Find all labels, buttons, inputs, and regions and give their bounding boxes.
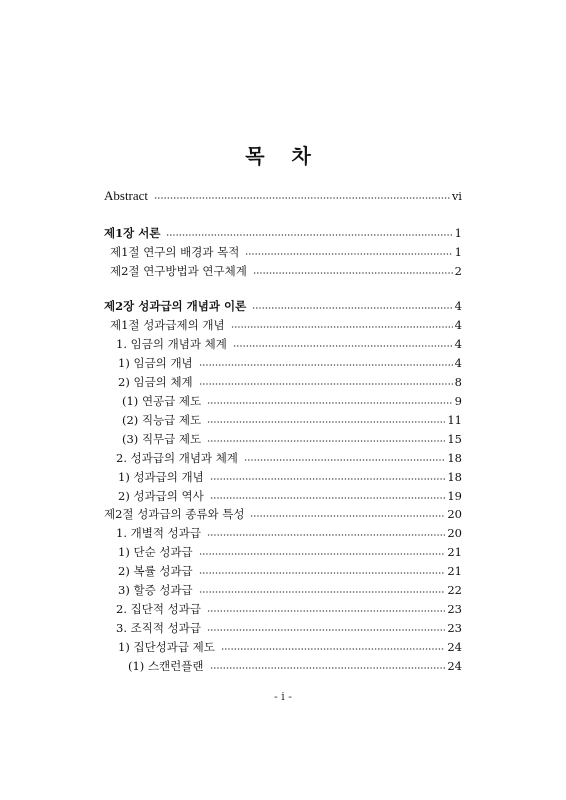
toc-entry-label: 제2장 성과급의 개념과 이론	[104, 299, 247, 313]
toc-entry-page: 4	[454, 356, 462, 370]
dot-leader	[244, 459, 445, 461]
toc-entry-label: 3) 할증 성과급	[118, 583, 193, 597]
dot-leader	[199, 572, 446, 574]
toc-entry-item[interactable]	[118, 639, 462, 655]
toc-entry-item[interactable]	[118, 469, 462, 485]
toc-entry-section[interactable]	[110, 263, 462, 279]
dot-leader	[210, 497, 446, 499]
dot-leader	[210, 667, 446, 669]
dot-leader	[252, 307, 452, 309]
page-number-footer: - i -	[274, 690, 292, 703]
toc-entry-page: 24	[447, 659, 462, 673]
toc-entry-page: 11	[447, 413, 462, 427]
toc-entry-label: 2) 복률 성과급	[118, 564, 193, 578]
toc-entry-subitem[interactable]	[122, 431, 462, 447]
toc-entry-page: 21	[447, 545, 462, 559]
toc-entry-section[interactable]	[104, 506, 462, 522]
toc-entry-page: 21	[447, 564, 462, 578]
toc-entry-page: 23	[447, 602, 462, 616]
toc-entry-label: 1) 성과급의 개념	[118, 470, 204, 484]
dot-leader	[231, 326, 453, 328]
dot-leader	[233, 345, 453, 347]
toc-entry-page: 18	[447, 470, 462, 484]
toc-entry-item[interactable]	[118, 563, 462, 579]
toc-entry-label: 2) 성과급의 역사	[118, 489, 204, 503]
toc-entry-label: 1) 집단성과급 제도	[118, 640, 215, 654]
dot-leader	[207, 421, 445, 423]
dot-leader	[250, 515, 445, 517]
dot-leader	[199, 553, 446, 555]
toc-entry-page: 4	[454, 299, 462, 313]
toc-entry-page: 18	[447, 451, 462, 465]
toc-entry-page: 24	[447, 640, 462, 654]
toc-entry-label: (2) 직능급 제도	[122, 413, 202, 427]
toc-entry-subitem[interactable]	[128, 658, 462, 674]
toc-entry-page: 8	[454, 375, 462, 389]
dot-leader	[210, 478, 446, 480]
toc-entry-label: 제2절 성과급의 종류와 특성	[104, 507, 245, 521]
toc-entry-item[interactable]	[118, 355, 462, 371]
dot-leader	[199, 364, 453, 366]
toc-entry-label: (1) 연공급 제도	[122, 394, 202, 408]
toc-entry-page: 4	[454, 318, 462, 332]
toc-entry-page: 20	[447, 507, 462, 521]
toc-entry-abstract[interactable]	[104, 188, 462, 204]
toc-entry-label: 1. 임금의 개념과 체계	[116, 337, 227, 351]
toc-entry-label: 제1절 연구의 배경과 목적	[110, 245, 240, 259]
toc-entry-subitem[interactable]	[122, 393, 462, 409]
toc-entry-label: 2) 임금의 체계	[118, 375, 193, 389]
toc-entry-page: 2	[454, 264, 462, 278]
toc-entry-label: Abstract	[104, 188, 149, 203]
toc-entry-subsection[interactable]	[116, 525, 462, 541]
toc-entry-page: vi	[451, 189, 462, 203]
dot-leader	[207, 402, 453, 404]
toc-entry-label: 제2절 연구방법과 연구체계	[110, 264, 247, 278]
dot-leader	[199, 591, 446, 593]
dot-leader	[166, 234, 452, 236]
toc-entry-page: 4	[454, 337, 462, 351]
toc-entry-subitem[interactable]	[122, 412, 462, 428]
toc-entry-label: 1) 임금의 개념	[118, 356, 193, 370]
toc-entry-page: 20	[447, 526, 462, 540]
toc-entry-subsection[interactable]	[116, 620, 462, 636]
toc-entry-label: 1. 개별적 성과급	[116, 526, 201, 540]
toc-entry-label: 제1절 성과급제의 개념	[110, 318, 225, 332]
toc-entry-subsection[interactable]	[116, 336, 462, 352]
toc-entry-section[interactable]	[110, 317, 462, 333]
dot-leader	[245, 253, 452, 255]
toc-entry-label: 2. 집단적 성과급	[116, 602, 201, 616]
toc-entry-item[interactable]	[118, 488, 462, 504]
toc-entry-chapter-1[interactable]	[104, 225, 462, 241]
toc-entry-label: (3) 직무급 제도	[122, 432, 202, 446]
toc-entry-item[interactable]	[118, 544, 462, 560]
toc-entry-page: 15	[447, 432, 462, 446]
toc-entry-page: 1	[454, 226, 462, 240]
toc-entry-label: 제1장 서론	[104, 226, 161, 240]
toc-entry-label: (1) 스캔런플랜	[128, 659, 204, 673]
dot-leader	[207, 534, 445, 536]
toc-entry-page: 1	[454, 245, 462, 259]
toc-entry-label: 3. 조직적 성과급	[116, 621, 201, 635]
toc-entry-page: 19	[447, 489, 462, 503]
dot-leader	[199, 383, 453, 385]
toc-entry-subsection[interactable]	[116, 601, 462, 617]
dot-leader	[207, 440, 445, 442]
toc-entry-subsection[interactable]	[116, 450, 462, 466]
page-title: 목 차	[245, 144, 321, 168]
toc-entry-item[interactable]	[118, 374, 462, 390]
dot-leader	[253, 272, 453, 274]
toc-entry-page: 23	[447, 621, 462, 635]
toc-entry-page: 22	[447, 583, 462, 597]
dot-leader	[207, 610, 445, 612]
toc-entry-section[interactable]	[110, 244, 462, 260]
dot-leader	[221, 648, 445, 650]
toc-entry-item[interactable]	[118, 582, 462, 598]
toc-entry-label: 1) 단순 성과급	[118, 545, 193, 559]
toc-entry-page: 9	[454, 394, 462, 408]
dot-leader	[207, 629, 445, 631]
toc-entry-chapter-2[interactable]	[104, 298, 462, 314]
toc-entry-label: 2. 성과급의 개념과 체계	[116, 451, 238, 465]
dot-leader	[154, 197, 450, 199]
